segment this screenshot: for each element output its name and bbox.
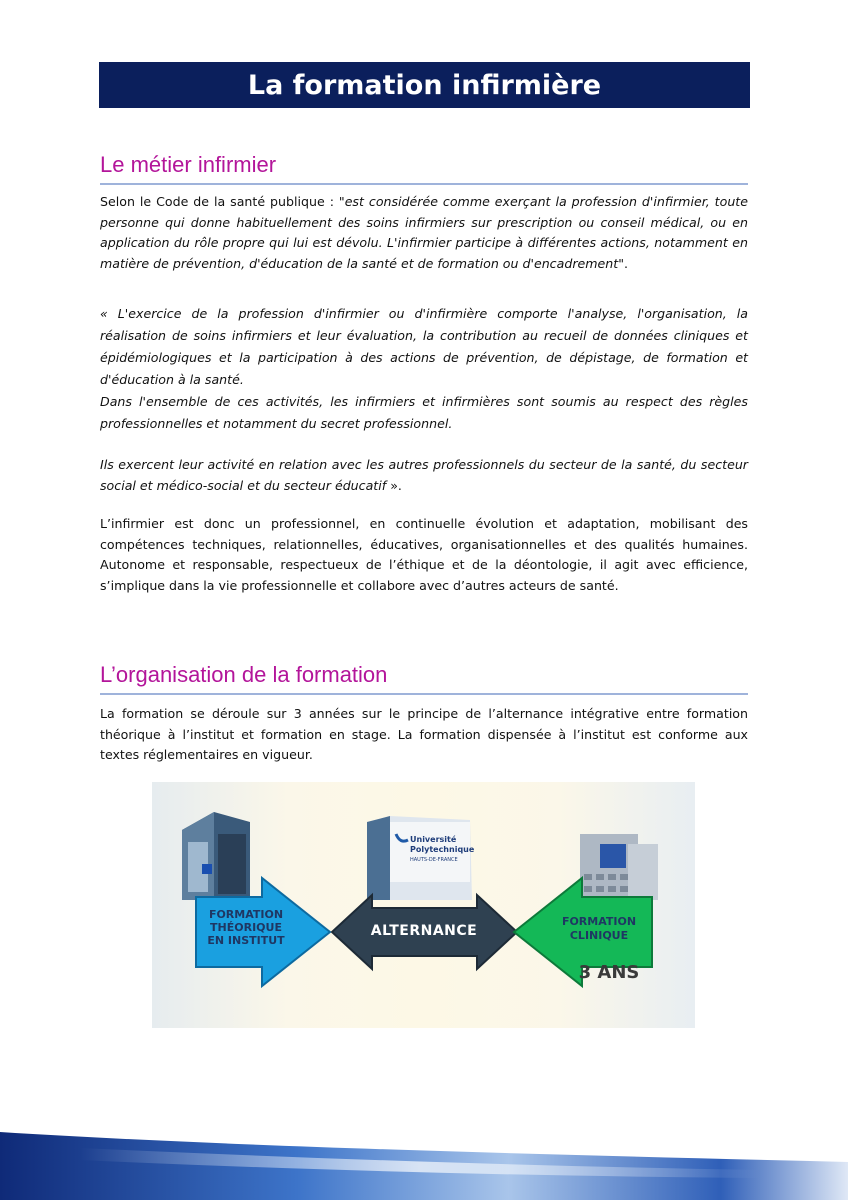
paragraph-relations-end: ». <box>386 477 402 493</box>
paragraph-code-sante <box>100 192 748 274</box>
alternance-figure <box>152 782 695 1028</box>
footer-decoration <box>0 1120 848 1200</box>
alternance-figure-graphic <box>152 782 695 1028</box>
svg-text:HAUTS-DE-FRANCE: HAUTS-DE-FRANCE <box>410 857 458 863</box>
svg-text:Université: Université <box>410 835 457 844</box>
paragraph-organisation: La formation se déroule sur 3 années sur le principe de l’alternance intégrative entre formation théorique à l’institut et formation en stage. La formation dispensée à l’institut est conforme aux textes réglementaires en vigueur. <box>100 706 748 762</box>
left-arrow-label: FORMATION THÉORIQUE EN INSTITUT <box>207 908 285 947</box>
hospital-building-image <box>580 834 658 900</box>
right-arrow-label: FORMATION CLINIQUE <box>561 915 637 942</box>
section-heading-organisation: L’organisation de la formation <box>100 662 748 695</box>
section-heading-metier: Le métier infirmier <box>100 152 748 185</box>
svg-text:Polytechnique: Polytechnique <box>410 845 475 854</box>
paragraph-exercice-profession: « L'exercice de la profession d'infirmier ou d'infirmière comporte l'analyse, l'organisation, la réalisation de soins infirmiers et leur évaluation, la contribution au recueil de données cliniques et épidémiologiques et la participation à des actions de prévention, de dépistage, de formation et d'éducation à la santé. <box>100 306 748 387</box>
paragraph-quote-text: est considérée comme exerçant la profession d'infirmier, toute personne qui donne habituellement des soins infirmiers sur prescription ou conseil médical, ou en application du rôle propre qui lui est dévolu. L'infirmier participe à différentes actions, notamment en matière de prévention, d'éducation de la santé et de formation ou d'encadrement <box>100 194 748 271</box>
paragraph-quote-end: ". <box>618 255 628 271</box>
ifsi-building-image <box>182 812 250 900</box>
duration-label: 3 ANS <box>578 962 640 983</box>
paragraph-secret-professionnel: Dans l'ensemble de ces activités, les infirmiers et infirmières sont soumis au respect des règles professionnelles et notamment du secret professionnel. <box>100 394 748 431</box>
center-arrow-label: ALTERNANCE <box>370 923 478 939</box>
university-logo-image <box>367 816 475 900</box>
page-title: La formation infirmière <box>99 62 750 108</box>
paragraph-relations <box>100 455 748 496</box>
paragraph-relations-text: Ils exercent leur activité en relation avec les autres professionnels du secteur de la santé, du secteur social et médico-social et du secteur éducatif <box>100 457 748 493</box>
paragraph-infirmier-professionnel: L’infirmier est donc un professionnel, en continuelle évolution et adaptation, mobilisant des compétences techniques, relationnelles, éducatives, organisationnelles et des qualités humaines. Autonome et responsable, respectueux de l’éthique et de la déontologie, il agit avec efficience, s’implique dans la vie professionnelle et collabore avec d’autres acteurs de santé. <box>100 516 748 593</box>
paragraph-intro-text: Selon le Code de la santé publique : " <box>100 194 345 209</box>
